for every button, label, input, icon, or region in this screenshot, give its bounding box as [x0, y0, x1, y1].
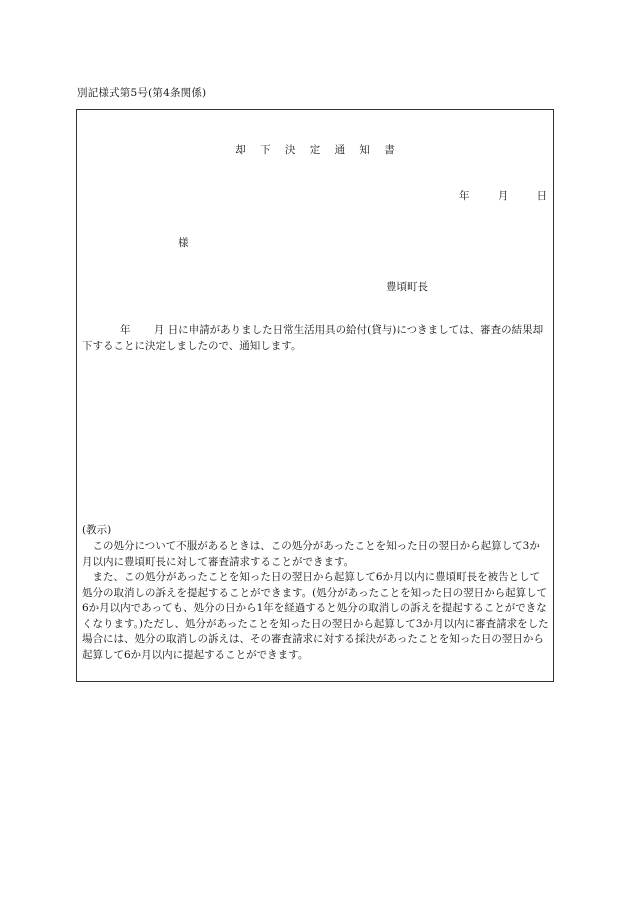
addressee-suffix: 様 — [178, 237, 189, 249]
body-year-month: 年 月 — [120, 324, 165, 336]
form-label: 別記様式第5号(第4条関係) — [77, 87, 207, 99]
document-title: 却 下 決 定 通 知 書 — [235, 144, 395, 156]
decision-body — [82, 323, 550, 354]
issuer-name: 豊頃町長 — [386, 281, 428, 293]
notice-form-frame — [76, 109, 554, 682]
notice-paragraph-1: この処分について不服があるときは、この処分があったことを知った日の翌日から起算して3か月以内に豊頃町長に対して審査請求することができます。 — [82, 540, 540, 568]
appeal-notice — [82, 539, 550, 663]
date-line: 年 月 日 — [459, 190, 548, 202]
notice-paragraph-2: また、この処分があったことを知った日の翌日から起算して6か月以内に豊頃町長を被告として処分の取消しの訴えを提起することができます。(処分があったことを知った日の翌日から起算して6か月以内であっても、処分の日から1年を経過すると処分の取消しの訴えを提起することができなくなります。)ただし、処分があったことを知った日の翌日から起算して3か月以内に審査請求をした場合には、処分の取消しの訴えは、その審査請求に対する採決があったことを知った日の翌日から起算して6か月以内に提起することができます。 — [82, 571, 549, 661]
notice-heading: (教示) — [82, 524, 112, 536]
body-text: 日に申請がありました日常生活用具の給付(貸与)につきましては、審査の結果却下することに決定しましたので、通知します。 — [82, 324, 544, 352]
